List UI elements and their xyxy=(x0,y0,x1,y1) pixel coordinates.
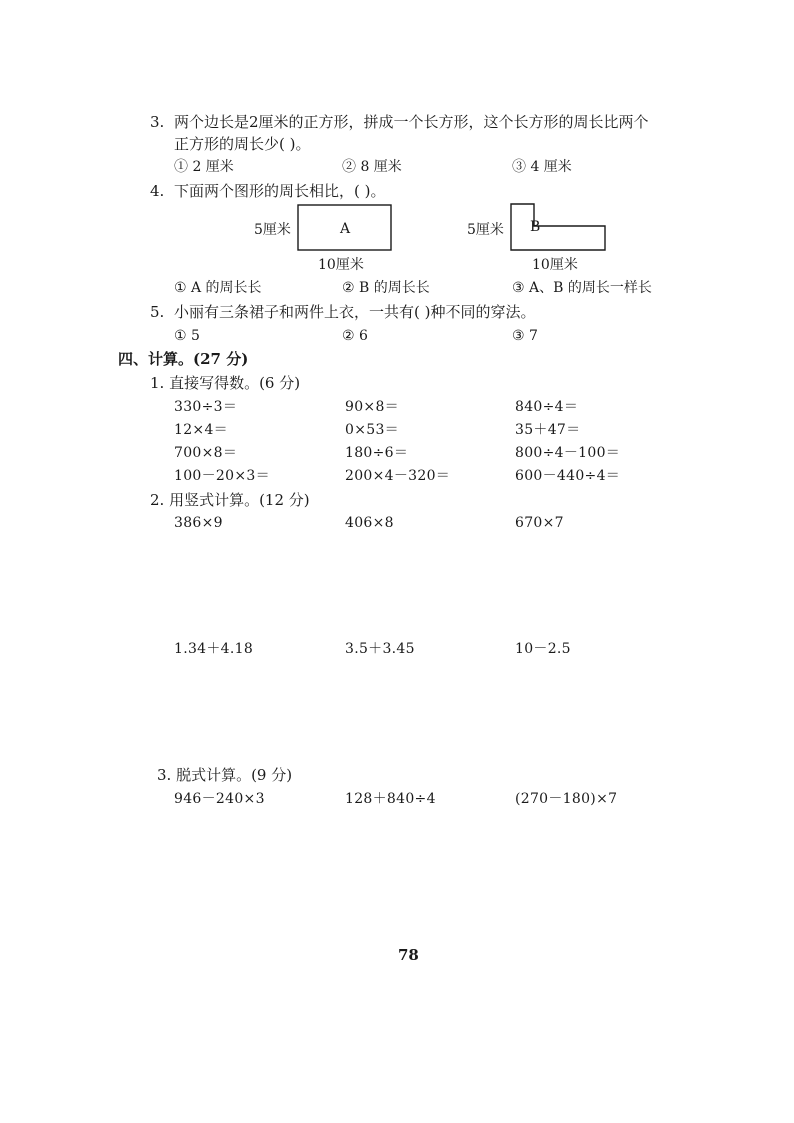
q4-text: 下面两个图形的周长相比，( )。 xyxy=(174,182,386,200)
vertical-calc-item: 406×8 xyxy=(345,515,394,531)
mental-math-item: 180÷6＝ xyxy=(345,445,409,461)
vertical-calc-item: 1.34＋4.18 xyxy=(174,641,254,657)
vertical-calc-item: 386×9 xyxy=(174,515,223,531)
q5-number: 5. xyxy=(150,303,165,321)
q5-text: 小丽有三条裙子和两件上衣，一共有( )种不同的穿法。 xyxy=(174,303,536,321)
figure-b-label: B xyxy=(530,219,541,235)
step-calc-item: (270－180)×7 xyxy=(515,791,618,807)
step-calc-item: 128＋840÷4 xyxy=(345,791,436,807)
mental-math-item: 35＋47＝ xyxy=(515,422,581,438)
q3-option-2: ② 8 厘米 xyxy=(342,159,402,175)
part-1-title: 1. 直接写得数。(6 分) xyxy=(150,374,301,392)
mental-math-item: 100－20×3＝ xyxy=(174,468,270,484)
mental-math-item: 90×8＝ xyxy=(345,399,399,415)
q5-option-1: ① 5 xyxy=(174,328,200,344)
figure-a-height-label: 5厘米 xyxy=(254,222,291,238)
mental-math-item: 0×53＝ xyxy=(345,422,399,438)
q5-option-3: ③ 7 xyxy=(512,328,538,344)
q4-option-2: ② B 的周长长 xyxy=(342,280,430,296)
figure-b-width-label: 10厘米 xyxy=(532,257,578,273)
mental-math-item: 600－440÷4＝ xyxy=(515,468,621,484)
q3-option-3: ③ 4 厘米 xyxy=(512,159,572,175)
q4-number: 4. xyxy=(150,182,165,200)
step-calc-item: 946－240×3 xyxy=(174,791,265,807)
mental-math-item: 200×4－320＝ xyxy=(345,468,451,484)
vertical-calc-item: 3.5＋3.45 xyxy=(345,641,415,657)
q4-option-3: ③ A、B 的周长一样长 xyxy=(512,280,652,296)
vertical-calc-item: 670×7 xyxy=(515,515,564,531)
vertical-calc-item: 10－2.5 xyxy=(515,641,571,657)
mental-math-item: 700×8＝ xyxy=(174,445,238,461)
q3-line2: 正方形的周长少( )。 xyxy=(174,135,311,153)
q5-option-2: ② 6 xyxy=(342,328,368,344)
q4-option-1: ① A 的周长长 xyxy=(174,280,262,296)
q3-line1: 两个边长是2厘米的正方形，拼成一个长方形，这个长方形的周长比两个 xyxy=(174,113,649,131)
figure-b-height-label: 5厘米 xyxy=(467,222,504,238)
mental-math-item: 12×4＝ xyxy=(174,422,228,438)
mental-math-item: 330÷3＝ xyxy=(174,399,238,415)
figure-a-width-label: 10厘米 xyxy=(318,257,364,273)
figure-a-label: A xyxy=(340,221,351,237)
page-number: 78 xyxy=(398,946,419,964)
figure-b-notched-shape xyxy=(510,203,608,253)
mental-math-item: 800÷4－100＝ xyxy=(515,445,621,461)
q3-option-1: ① 2 厘米 xyxy=(174,159,234,175)
section-4-title: 四、计算。(27 分) xyxy=(118,350,249,368)
mental-math-item: 840÷4＝ xyxy=(515,399,579,415)
part-2-title: 2. 用竖式计算。(12 分) xyxy=(150,491,310,509)
part-3-title: 3. 脱式计算。(9 分) xyxy=(157,766,293,784)
q3-number: 3. xyxy=(150,113,165,131)
